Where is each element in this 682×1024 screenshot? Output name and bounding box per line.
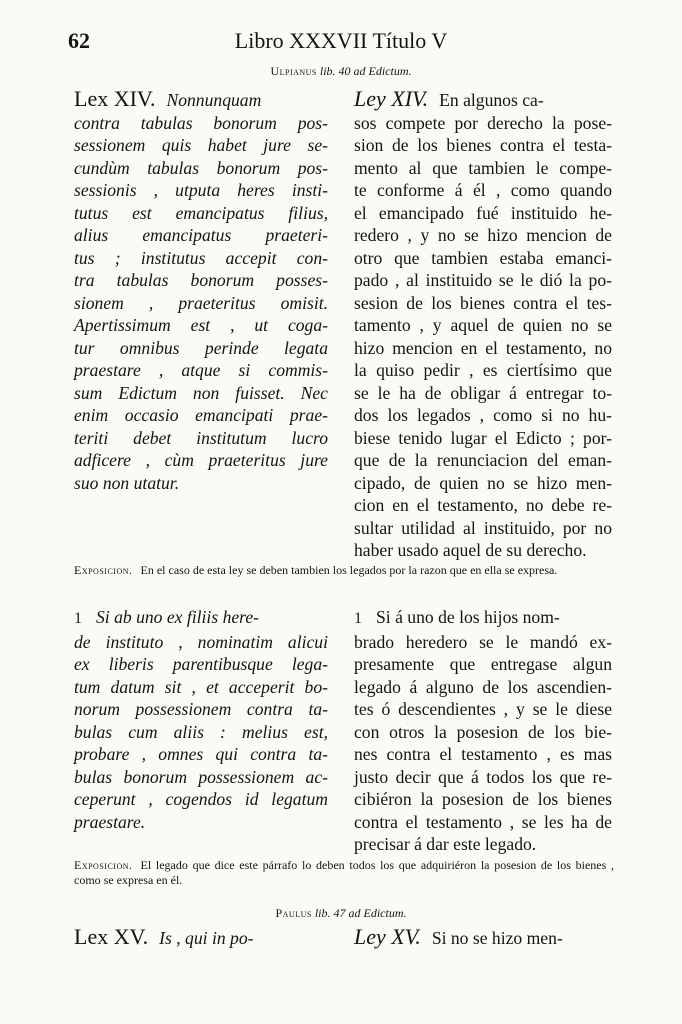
text-line [74, 653, 328, 676]
paragraph-number: 1 [354, 610, 362, 627]
text-line [354, 472, 612, 495]
line-text: tes ó descendientes , y se le diese [354, 699, 612, 719]
text-line [354, 88, 612, 112]
text-line [74, 926, 328, 950]
text-line [74, 788, 328, 811]
line-text: sos compete por derecho la pose- [354, 112, 612, 133]
text-line [74, 698, 328, 721]
text-line [354, 202, 612, 225]
lex-label: Lex XV. [74, 924, 160, 949]
exposition-label: Exposicion. [74, 858, 133, 872]
text-line [354, 721, 612, 744]
line-text: ex liberis parentibusque lega- [74, 654, 328, 674]
text-line [74, 721, 328, 744]
line-text: redero , y no se hizo mencion de [354, 225, 612, 245]
line-text: cipado, de quien no se hizo men- [354, 472, 612, 493]
text-line [74, 472, 328, 495]
line-text: tus ; institutus accepit con- [74, 247, 328, 268]
text-line [354, 788, 612, 811]
text-line [74, 134, 328, 157]
line-text: Si no se hizo men- [431, 928, 563, 948]
text-line [74, 676, 328, 699]
line-text: tum datum sit , et acceperit bo- [74, 676, 328, 697]
line-text: ceperunt , cogendos id legatum [74, 789, 328, 809]
line-text: hizo mencion en el testamento, no [354, 337, 612, 358]
line-text: contra tabulas bonorum pos- [74, 112, 328, 133]
line-text: alius emancipatus praeteri- [74, 225, 328, 245]
text-line [354, 606, 612, 631]
text-line [354, 134, 612, 157]
line-text: sessionem quis habet jure se- [74, 135, 328, 155]
line-text: con otros la posesion de los bie- [354, 721, 612, 742]
text-line [354, 766, 612, 789]
line-text: probare , omnes qui contra ta- [74, 744, 328, 764]
line-text: cion en el testamento, no debe re- [354, 495, 612, 515]
line-text: tutus est emancipatus filius, [74, 202, 328, 223]
line-text: Apertissimum est , ut coga- [74, 315, 328, 335]
exposition-note [74, 563, 614, 578]
text-line [74, 606, 328, 631]
line-text: sum Edictum non fuisset. Nec [74, 382, 328, 403]
text-line [354, 494, 612, 517]
text-line [74, 631, 328, 654]
line-text: se le ha de obligar á entregar to- [354, 382, 612, 403]
exposition-note [74, 858, 614, 888]
line-text: presamente que entregase algun [354, 654, 612, 674]
spanish-column [354, 88, 612, 562]
text-line [354, 517, 612, 540]
text-line [354, 382, 612, 405]
line-text: sion de los bienes contra el testa- [354, 135, 612, 155]
text-line [354, 314, 612, 337]
line-text: precisar á dar este legado. [354, 834, 537, 854]
text-line [354, 926, 612, 950]
line-text: Is , qui in po- [159, 928, 254, 948]
line-text: de instituto , nominatim alicui [74, 631, 328, 652]
page-number: 62 [68, 28, 90, 53]
line-text: En algunos ca- [439, 90, 544, 110]
line-text: la quiso pedir , es ciertísimo que [354, 360, 612, 380]
line-text: contra el testamento , se les ha de [354, 811, 612, 832]
line-text: otro que tambien estaba emanci- [354, 247, 612, 268]
text-line [74, 427, 328, 450]
line-text: adficere , cùm praeteritus jure [74, 450, 328, 470]
source-citation [0, 906, 682, 921]
text-line [354, 833, 612, 856]
line-text: cibiéron la posesion de los bienes [354, 789, 612, 809]
text-line [354, 224, 612, 247]
latin-column [74, 926, 328, 950]
spanish-column [354, 926, 612, 950]
line-text: el emancipado fué instituido he- [354, 202, 612, 223]
lex-label: Lex XIV. [74, 86, 167, 111]
text-line [74, 743, 328, 766]
line-text: norum possessionem contra ta- [74, 699, 328, 719]
text-line [354, 653, 612, 676]
line-text: tamento , y aquel de quien no se [354, 315, 612, 335]
line-text: mento al que tambien le compe- [354, 157, 612, 178]
paragraph-number: 1 [74, 610, 82, 627]
text-line [354, 676, 612, 699]
source-reference: lib. 47 ad Edictum. [314, 906, 407, 920]
text-line [74, 269, 328, 292]
source-author: Ulpianus [270, 64, 317, 78]
line-text: biese tenido lugar el Edicto ; por- [354, 427, 612, 448]
text-line [354, 157, 612, 180]
source-reference: lib. 40 ad Edictum. [319, 64, 412, 78]
line-text: que de la renunciacion del eman- [354, 450, 612, 470]
line-text: sessionis , utputa heres insti- [74, 180, 328, 200]
text-line [354, 449, 612, 472]
exposition-text: En el caso de esta ley se deben tambien los legados por la razon que en ella se expresa. [140, 563, 558, 577]
line-text: dos los legados , como si no hu- [354, 405, 612, 425]
text-line [354, 698, 612, 721]
text-line [354, 269, 612, 292]
line-text: haber usado aquel de su derecho. [354, 540, 587, 560]
latin-column [74, 606, 328, 833]
line-text: nes contra el testamento , es mas [354, 744, 612, 764]
line-text: suo non utatur. [74, 472, 180, 493]
text-line [74, 382, 328, 405]
line-text: justo decir que á todos los que re- [354, 766, 612, 787]
text-line [74, 337, 328, 360]
text-line [74, 811, 328, 834]
running-title: Libro XXXVII Título V [234, 28, 448, 53]
text-line [354, 631, 612, 654]
text-line [354, 539, 612, 562]
line-text: legado á alguno de los ascendien- [354, 676, 612, 697]
line-text: sesion de los bienes contra el tes- [354, 292, 612, 313]
text-line [74, 247, 328, 270]
text-line [74, 179, 328, 202]
text-line [354, 247, 612, 270]
line-text: sionem , praeteritus omisit. [74, 292, 328, 313]
line-text: enim occasio emancipati prae- [74, 405, 328, 425]
text-line [74, 157, 328, 180]
line-text: te conforme á él , como quando [354, 180, 612, 200]
line-text: pado , al instituido se le dió la po- [354, 270, 612, 290]
source-author: Paulus [275, 906, 312, 920]
line-text: teriti debet institutum lucro [74, 427, 328, 448]
text-line [74, 112, 328, 135]
text-line [354, 359, 612, 382]
line-text: bulas cum aliis : melius est, [74, 721, 328, 742]
text-line [354, 292, 612, 315]
ley-label: Ley XV. [354, 924, 432, 949]
ley-label: Ley XIV. [354, 86, 440, 111]
text-line [74, 224, 328, 247]
text-line [74, 766, 328, 789]
text-line [74, 202, 328, 225]
line-text: Nonnunquam [166, 90, 262, 110]
text-line [74, 292, 328, 315]
line-text: bulas bonorum possessionem ac- [74, 766, 328, 787]
exposition-text: El legado que dice este párrafo lo deben todos los que adquiriéron la posesion de los bienes , como se expresa en él. [74, 858, 614, 887]
line-text: tur omnibus perinde legata [74, 337, 328, 358]
line-text: Si ab uno ex filiis here- [96, 607, 260, 627]
text-line [354, 112, 612, 135]
line-text: Si á uno de los hijos nom- [376, 607, 560, 627]
text-line [354, 743, 612, 766]
text-line [74, 449, 328, 472]
text-line [354, 404, 612, 427]
text-line [354, 811, 612, 834]
latin-column [74, 88, 328, 494]
source-citation [0, 64, 682, 79]
spanish-column [354, 606, 612, 856]
text-line [74, 314, 328, 337]
text-line [354, 337, 612, 360]
line-text: praestare. [74, 811, 146, 832]
exposition-label: Exposicion. [74, 563, 133, 577]
text-line [354, 179, 612, 202]
line-text: praestare , atque si commis- [74, 360, 328, 380]
text-line [354, 427, 612, 450]
line-text: brado heredero se le mandó ex- [354, 631, 612, 652]
line-text: sultar utilidad al instituido, por no [354, 517, 612, 538]
line-text: tra tabulas bonorum posses- [74, 270, 328, 290]
text-line [74, 359, 328, 382]
text-line [74, 88, 328, 112]
line-text: cundùm tabulas bonorum pos- [74, 157, 328, 178]
text-line [74, 404, 328, 427]
